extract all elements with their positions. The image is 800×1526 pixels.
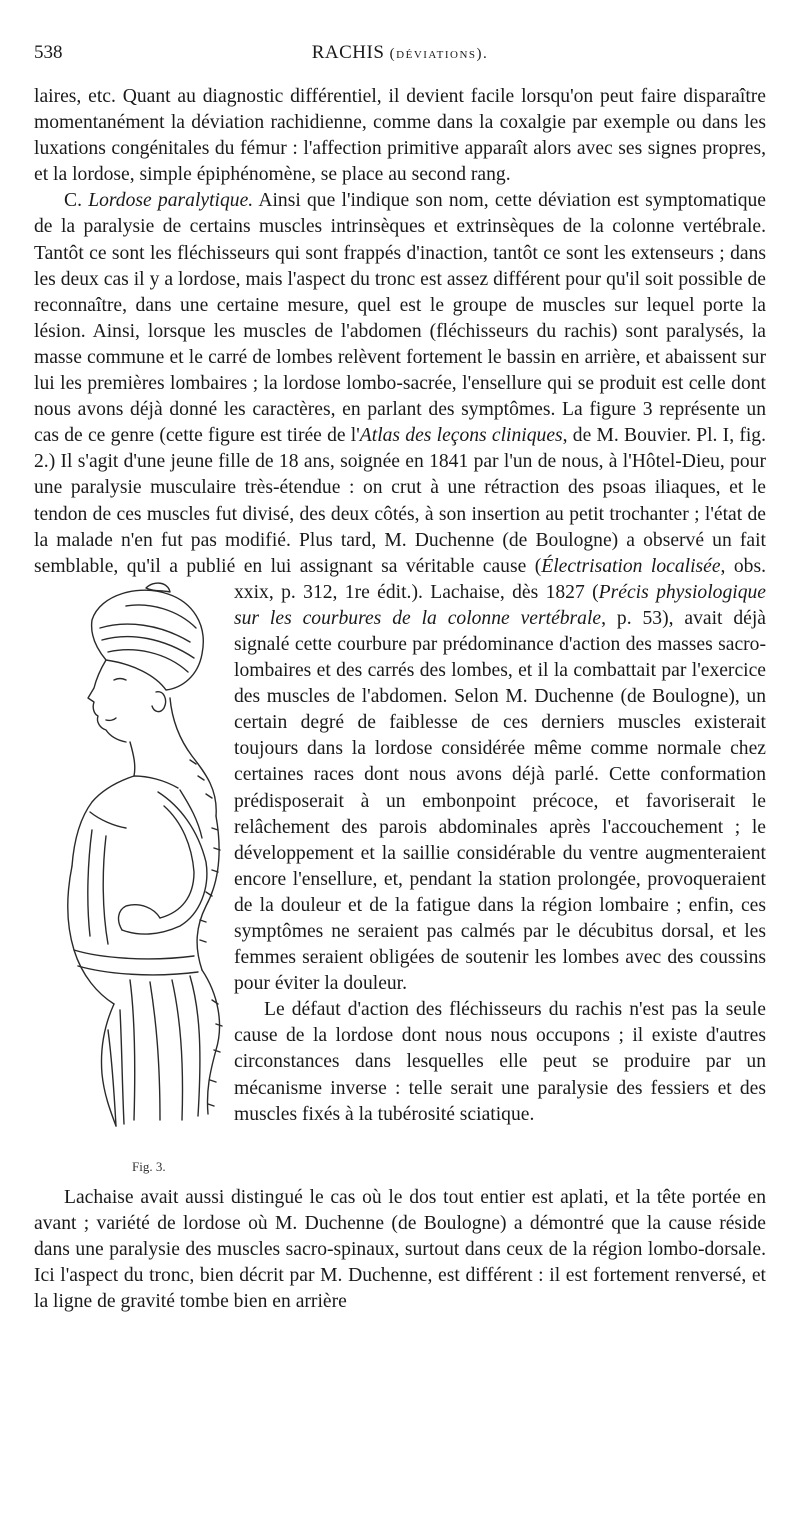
- section-label: C.: [64, 190, 82, 212]
- precis-title: Précis physiologique sur les courbures de la colonne vertébrale: [234, 581, 766, 629]
- running-title: [34, 42, 766, 64]
- running-title-main: RACHIS: [311, 42, 385, 63]
- figure-3: [30, 580, 226, 1185]
- paragraph-4: Lachaise avait aussi distingué le cas où le dos tout entier est aplati, et la tête portée en avant ; variété de lordose où M. Duchenne (de Boulogne) a démontré que la cause réside dans une paralysie des muscles sacro-spinaux, surtout dans ceux de la région lombo-dorsale. Ici l'aspect du tronc, bien décrit par M. Duchenne, est différent : il est fortement renversé, et la ligne de gravité tombe bien en arrière: [34, 1186, 766, 1313]
- paragraph-1: laires, etc. Quant au diagnostic différentiel, il devient facile lorsqu'on peut faire disparaître momentanément la déviation rachidienne, comme dans la coxalgie par exemple ou dans les luxations congénitales du fémur : l'affection primitive apparaît alors avec ses signes propres, et la lordose, simple épiphénomène, se place au second rang.: [34, 86, 766, 186]
- paragraph-2-cont-2: , obs. xxix, p. 312, 1re édit.). Lachaise, dès 1827 (: [234, 555, 766, 603]
- paragraph-2-cont-3: , p. 53), avait déjà signalé cette courbure par prédominance d'action des masses sacro-lombaires et des carrés des lombes, et il la combattait par l'exercice des muscles de l'abdomen. Selon M. Duchenne (de Boulogne), un certain degré de faiblesse de ces derniers muscles existerait toujours dans la lordose considérée même comme normale chez certaines races dont nous avons déjà parlé. Cette conformation prédisposerait à un embonpoint précoce, et favoriserait le relâchement des parois abdominales après l'accouchement ; le développement et la saillie considérable du ventre augmenteraient encore l'ensellure, et, pendant la station prolongée, provoqueraient de la douleur et de la fatigue dans la région lombaire ; enfin, ces symptômes ne seraient pas calmés par le décubitus dorsal, et les femmes seraient obligées de soutenir les lombes avec des coussins pour éviter la douleur.: [234, 607, 766, 995]
- paragraph-2-cont: de M. Bouvier. Pl. I, fig. 2.) Il s'agit d'une jeune fille de 18 ans, soignée en 1841 par l'un de nous, à l'Hôtel-Dieu, pour une paralysie musculaire très-étendue : on crut à une rétraction des psoas iliaques, et le tendon de ces muscles fut divisé, des deux côtés, à son insertion au petit trochanter ; l'état de la malade n'en fut pas modifié. Plus tard, M. Duchenne (de Boulogne) a observé un fait semblable, qu'il a publié en lui assignant sa véritable cause (: [34, 425, 766, 577]
- paragraph-2: C. Lordose paralytique. Ainsi que l'indique son nom, cette déviation est symptomatique de la paralysie de certains muscles intrinsèques et extrinsèques de la colonne vertébrale. Tantôt ce sont les fléchisseurs qui sont frappés d'inaction, tantôt ce sont les extenseurs ; dans les deux cas il y a lordose, mais l'aspect du tronc est assez différent pour qu'il soit possible de reconnaître, dans une certaine mesure, quel est le groupe de muscles sur lequel porte la lésion. Ainsi, lorsque les muscles de l'abdomen (fléchisseurs du rachis) sont paralysés, la masse commune et le carré de lombes relèvent fortement le bassin en arrière, et abaissent sur lui les premières lombaires ; la lordose lombo-sacrée, l'ensellure qui se produit est celle dont nous avons déjà donné les caractères, en parlant des symptômes. La figure 3 représente un cas de ce genre (cette figure est tirée de l'Atlas des leçons cliniques, de M. Bouvier. Pl. I, fig. 2.) Il s'agit d'une jeune fille de 18 ans, soignée en 1841 par l'un de nous, à l'Hôtel-Dieu, pour une paralysie musculaire très-étendue : on crut à une rétraction des psoas iliaques, et le tendon de ces muscles fut divisé, des deux côtés, à son insertion au petit trochanter ; l'état de la malade n'en fut pas modifié. Plus tard, M. Duchenne (de Boulogne) a observé un fait semblable, qu'il a publié en lui assignant sa véritable cause (Électrisation localisée, obs. xxix, p. 312, 1re édit.). Lachaise, dès 1827 ( Fig. 3. Précis physiologique sur les courbures de la colonne vertébrale, p. 53), avait déjà signalé cette courbure par prédominance d'action des masses sacro-lombaires et des carrés des lombes, et il la combattait par l'exercice des muscles de l'abdomen. Selon M. Duchenne (de Boulogne), un certain degré de faiblesse de ces derniers muscles existerait toujours dans la lordose considérée même comme normale chez certaines races dont nous avons déjà parlé. Cette conformation prédisposerait à un embonpoint précoce, et favoriserait le relâchement des parois abdominales après l'accouchement ; le développement et la saillie considérable du ventre augmenteraient encore l'ensellure, et, pendant la station prolongée, provoqueraient de la douleur et de la fatigue dans la région lombaire ; enfin, ces symptômes ne seraient pas calmés par le décubitus dorsal, et les femmes seraient obligées de soutenir les lombes avec des coussins pour éviter la douleur.: [34, 188, 766, 997]
- main-text: [34, 84, 766, 1315]
- page-header: [34, 42, 766, 70]
- paragraph-3: Le défaut d'action des fléchisseurs du rachis n'est pas la seule cause de la lordose dont nous nous occupons ; il existe d'autres circonstances dans lesquelles elle peut se produire par un mécanisme inverse : telle serait une paralysie des fessiers et des muscles fixés à la tubérosité sciatique.: [234, 999, 766, 1125]
- lordosis-figure-illustration: [30, 580, 226, 1160]
- page-number: 538: [34, 42, 63, 63]
- section-title: Lordose paralytique.: [88, 190, 254, 212]
- atlas-title: Atlas des leçons cliniques: [359, 425, 563, 447]
- figure-caption: Fig. 3.: [132, 1158, 166, 1174]
- electrisation-title: Électrisation localisée: [541, 555, 721, 577]
- running-title-sub: (déviations).: [389, 46, 489, 62]
- paragraph-2-text: Ainsi que l'indique son nom, cette déviation est symptomatique de la paralysie de certains muscles intrinsèques et extrinsèques de la colonne vertébrale. Tantôt ce sont les fléchisseurs qui sont frappés d'inaction, tantôt ce sont les extenseurs ; dans les deux cas il y a lordose, mais l'aspect du tronc est assez différent pour qu'il soit possible de reconnaître, dans une certaine mesure, quel est le groupe de muscles sur lequel porte la lésion. Ainsi, lorsque les muscles de l'abdomen (fléchisseurs du rachis) sont paralysés, la masse commune et le carré de lombes relèvent fortement le bassin en arrière, et abaissent sur lui les premières lombaires ; la lordose lombo-sacrée, l'ensellure qui se produit est celle dont nous avons déjà donné les caractères, en parlant des symptômes. La figure 3 représente un cas de ce genre (cette figure est tirée de l': [34, 190, 766, 447]
